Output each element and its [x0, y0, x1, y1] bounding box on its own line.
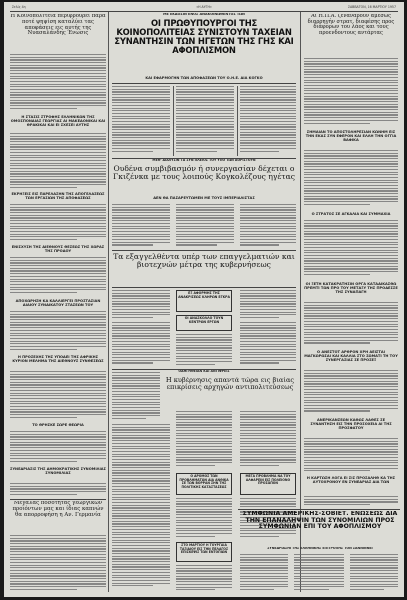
disarmament-subhead: ΣΥΝΕΔΡΙΑΣΗΙ ΤΗΣ ΕΛΛΗΝΙΚΗΣ ΕΠΙΤΡΟΠΗΣ ΤΟΝ ΣΑΝΝΙΝΝΕΙ: [267, 547, 373, 550]
right-subhead-2: Ο ΣΤΡΑΤΟΣ ΣΕ ΑΓΚΑΛΙΑ ΚΑΙ ΣΥΜΜΑΧΙΑ: [311, 212, 391, 216]
article-body: [112, 86, 170, 156]
article-body: [240, 290, 296, 320]
mid-kicker-2: ΟΔΗΓΗΘΕΙΑΝ ΚΑΙ ΑΝΤΙΦΡΕΙΣ: [178, 370, 230, 373]
left-subhead-2: ΕΚΡΗΞΕΙΣ ΕΙΣ ΠΑΡΕΛΑΣΗΝ ΤΗΣ ΑΠΟΓΕΛΑΣΕΩΣ ΤΩΝ ΕΡΓΑΣΙΩΝ ΤΗΣ ΑΠΟΦΑΣΕΩΣ: [11, 192, 105, 201]
article-body: [294, 554, 344, 594]
article-body: [10, 257, 106, 297]
main-subhead: ΚΑΙ ΕΦΑΡΜΟΓΗΝ ΤΩΝ ΑΠΟΦΑΣΕΩΝ ΤΟΥ Ο.Η.Ε. ΔΙΑ ΚΟΓΚΟ: [145, 76, 263, 80]
right-subhead-1: ΣΗΜΑΙΑΝ ΤΟ ΑΠΟΣΤΟΛΗΡΕΣΙΑΝ ΚΩΝΗΜ ΕΙΣ ΤΗΝ ΕΚΑΣ ΣΥΝ ΕΦΕΡΟΝ ΚΑΙ ΕΛΛΗ ΤΗΝ ΟΓΓΙΑ ΒΑΦΙΚΑ: [305, 130, 397, 143]
top-kicker: ΜΕ ΕΚΔΟΣΙΝ ΕΝΟΣ ΑΝΑΚΟΙΝΩΘΕΝΤΟΣ ΤΩΝ: [163, 13, 245, 16]
article-body: [240, 204, 296, 248]
bottom-left-headline: Μεγάλας ποσότητας γεωργικών προϊόντων μας και ίδιας καπνών θα απορροφήση η Αν. Γερμανία: [12, 501, 104, 518]
gizenga-subhead: ΔΕΝ ΘΑ ΠΑΣΑΡΕΥΤΩΜΕΝ ΜΕ ΤΟΥΣ ΙΜΠΕΡΙΑΛΙΣΤΑΣ: [153, 196, 255, 200]
gizenga-headline: Ουδένα συμβιβασμόν ή συνεργασίαν δέχεται ο Γκιζένκα με τους λοιπούς Κογκολέζους ηγέτας: [113, 165, 295, 182]
article-body: [176, 565, 232, 593]
right-top-headline: Αι Η.Π.Α. ζενανάρουν αμέσως διαρρηγήν στρατ. διαφέσης προς διάφορων του λάος και τους προενδοντους αντάρτας: [307, 14, 395, 37]
boxed-notice: ΕΞ ΑΦΟΡΜΗΣ ΤΗΣ ΑΝΑΚΡΙΣΕΩΣ ΚΛΗΡΩΝ ΕΓΚΡΑ: [176, 290, 232, 312]
article-body: [350, 554, 398, 594]
article-body: [304, 370, 398, 416]
boxed-notice: ΣΤΟ ΜΑΡΤΙΟΥ Η ΤΟΥΡΓΑΙΑ ΤΑΞΙΔΙΟΥ ΕΙΣ ΤΗΝ ΠΕΛΑΓΟΣ ΕΠΙΣΚΕΨΙΣ ΤΩΝ ΕΝΤΟΠΙΩΝ: [176, 542, 232, 562]
boxed-notice: Ο ΔΡΟΜΟΣ ΤΩΝ ΠΡΟΒΛΗΜΑΤΩΝ ΔΙΑ ΑΝΘΙΚΑ ΣΕ ΤΩΝ ΒΟΡΡΑΝ ΣΗΝ ΤΗΣ ΠΟΛΙΤΙΚΗΣ ΚΑΤΑΣΤΑΣΕΩΣ: [176, 473, 232, 495]
article-body: [112, 290, 170, 320]
left-subhead-4: ΑΠΟΧΩΡΗΣΗ ΚΑ ΚΑΛΛΙΕΡΓΕΙ ΠΡΟΣΤΑΣΙΑΝ ΔΙΑΙΟΥ ΣΥΝΔΙΚΑΤΟΥ ΣΤΑΣΕΩΝ ΤΟΥ: [15, 299, 101, 308]
article-body: [176, 204, 234, 248]
article-body: [10, 204, 106, 244]
page-number: Σελίς 4η: [12, 5, 26, 9]
section-rule: [238, 509, 400, 510]
disarmament-headline: ΣΥΜΦΩΝΙΑ ΑΜΕΡΙΚΗΣ-ΣΟΒΙΕΤ. ΕΝΩΣΕΩΣ ΔΙΑ ΤΗΝ ΕΠΑΝΑΛΗΨΙΝ ΤΩΝ ΣΥΝΟΜΙΛΙΩΝ ΠΡΟΣ ΣΥΜΦΩΝΙΑΝ ΕΠΙ ΤΟΥ ΑΦΟΠΛΙΣΜΟΥ: [242, 511, 398, 531]
newspaper-page: [4, 2, 404, 597]
professionals-headline: Τα εξαγγελθέντα υπέρ των επαγγελματιών και βιοτεχνών μέτρα της κυβερνήσεως: [113, 253, 295, 270]
article-body: [176, 334, 232, 367]
article-body: [10, 483, 106, 497]
column-divider: [237, 86, 238, 156]
article-body: [304, 302, 398, 348]
column-divider: [108, 12, 109, 592]
boxed-notice: ΟΙ ΑΝΑΣΚΟΛΛΟ ΤΟΥΝ ΚΕΝΤΡΩΝ ΕΡΓΩΝ: [176, 315, 232, 331]
article-body: [10, 133, 106, 191]
left-subhead-1: Η ΣΤΑΣΙΣ ΣΤΡΟΦΗΣ ΕΛΛΗΝΙΚΩΝ ΤΗΣ ΟΜΟΣΠΟΝΔΙΑΣ ΓΕΩΡΓΙΑΣ ΑΙ ΜΑΚΕΔΟΝΙΚΑΙ ΚΑΙ ΘΡΑΚΙΚΑΙ ΚΑΙ ΕΙ ΣΧΕΣΕΙ ΑΥΤΗΣ: [10, 115, 106, 128]
article-body: [10, 54, 106, 114]
left-subhead-7: ΣΥΝΕΔΡΙΑΣΙΣ ΤΗΣ ΔΗΜΟΚΡΑΤΙΚΗΣ ΣΥΝΟΜΙΛΙΑΣ ΣΥΝΟΜΙΛΙΑΣ: [10, 467, 106, 476]
left-subhead-5: Η ΠΡΟΣΕΧΗΣ ΤΗΣ ΥΠΟΔΕΙ ΤΗΣ ΑΦΡΙΚΗΣ ΚΥΡΙΟΝ ΜΕΛΗΜΑ ΤΗΣ ΔΙΕΘΝΟΥΣ ΣΥΝΘΕΣΕΩΣ: [12, 355, 104, 364]
article-body: [304, 150, 398, 210]
article-body: [240, 411, 296, 471]
government-headline: Η κυβέρνησις απαντά τώρα εις βιαίας επικρίσεις αρχηγών αντιπολιτεύσεως: [165, 377, 295, 392]
mid-kicker: ΜΕΘ' ΔΙΑΛΥΣΙΝ ΤΑ ΣΥΝ ΠΛΕΙΟΣ ΤΟΥ ΥΠΟ ΤΩΝ ΑΟΡΙΣΤΟΥΝ: [152, 159, 256, 162]
article-body: [112, 424, 170, 594]
masthead: «Η ΑΥΓΗ»: [196, 5, 212, 9]
article-body: [10, 371, 106, 421]
article-body: [240, 322, 296, 367]
article-body: [304, 220, 398, 280]
article-body: [10, 431, 106, 465]
section-rule: [112, 250, 296, 251]
left-top-headline: Η Κοινοπολιτεία περιφρούρει παρά ποτέ ψηψίση καταλύει τας αποφάσεις εις αυτής της Νυασαλάνδης Ένωσις: [10, 14, 106, 37]
article-body: [10, 311, 106, 353]
left-subhead-3: ΕΝΙΣΧΥΣΗ ΤΗΣ ΔΙΕΘΝΟΥΣ ΘΕΣΕΩΣ ΤΗΣ ΧΩΡΑΣ ΤΗΣ ΠΡΟΔΟΥ: [11, 245, 105, 254]
header-rule: [10, 11, 398, 12]
article-body: [240, 554, 288, 594]
article-body: [176, 411, 232, 471]
article-body: [176, 498, 232, 540]
right-subhead-5: ΑΝΕΡΙΚΑΝΣΕΩΝ ΚΑΘΩΣ ΛΑΘΕΣ ΣΕ ΣΥΝΑΝΤΗΣΗ ΕΙΣ ΤΗΝ ΠΡΟΣΟΧΕΙΑ ΑΙ ΤΗΣ ΠΡΟΣΦΑΤΟΥ: [310, 418, 392, 431]
article-body: [112, 372, 160, 422]
article-body: [304, 438, 398, 474]
section-rule: [10, 499, 106, 500]
article-body: [304, 496, 398, 508]
article-body: [176, 86, 234, 156]
right-subhead-4: Ο ΑΝΕΣΤΟΤ ΑΡΘΡΟΝ ΧΡΗ ΑΕΙΣΤΑΙ ΜΑΓΚΩΡΩΣΑΙ ΚΑΙ ΚΑΛΛΙΑ ΣΤΟ ΣΩΜΑΤΙ ΤΗ ΤΟΥ ΣΥΝΕΡΓΑΣΙΑΣ ΣΕ ΠΡΟΣΕΞ: [304, 350, 398, 363]
article-body: [240, 86, 296, 156]
right-subhead-6: Η ΚΑΡΤΩΣΗ ΛΟΓΑ ΕΙ ΣΙΣ ΠΡΟΣΑΛΗΘ ΚΑ ΤΗΣ ΑΥΤΟΧΡΟΝΟΥ ΕΝ ΣΥΝΕΔΡΙΑΣ ΔΙΑ ΤΩΝ: [306, 476, 396, 485]
article-body: [112, 204, 170, 248]
right-subhead-3: ΟΙ ΞΕΤΗ ΚΑΤΑΚΡΑΤΗΣΙΝ ΟΡΓΑ ΚΑΤΑΔΙΚΑΣΘΩ ΠΡΕΜΤΙ ΤΩΝ ΠΡΟ ΤΟΥ ΜΕΤΑΞΥ ΤΗΣ ΠΡΟΔΕΣΣΕ ΤΗΣ ΣΥΝΑΠΑΓΗ: [304, 282, 398, 295]
issue-date: ΣΑΒΒΑΤΟΝ, 16 ΜΑΡΤΙΟΥ 1957: [347, 5, 396, 9]
section-rule: [112, 83, 296, 84]
boxed-notice: ΜΕΓΑ ΠΡΟΒΛΗΜΑ ΝΑ ΤΟΥ ΑΛΦΑΡΕΙΝ ΕΙΣ ΠΟΛΕΙΟΝΟ ΠΡΟΣΩΠΟΝ: [240, 473, 296, 495]
main-headline: ΟΙ ΠΡΩΘΥΠΟΥΡΓΟΙ ΤΗΣ ΚΟΙΝΟΠΟΛΙΤΕΙΑΣ ΣΥΝΙΣΤΟΥΝ ΤΑΧΕΙΑΝ ΣΥΝΑΝΤΗΣΙΝ ΤΩΝ ΗΓΕΤΩΝ ΤΗΣ ΓΗΣ ΚΑΙ ΑΦΟΠΛΙΣΜΟΝ: [114, 19, 294, 56]
section-rule: [112, 287, 296, 288]
column-divider: [173, 86, 174, 156]
article-body: [10, 535, 106, 593]
column-divider: [300, 12, 301, 592]
article-body: [304, 58, 398, 128]
left-subhead-6: ΤΟ ΘΡΗΣΚΕ ΣΩΡΕ ΘΕΩΡΙΑ: [32, 423, 84, 427]
article-body: [112, 322, 170, 367]
